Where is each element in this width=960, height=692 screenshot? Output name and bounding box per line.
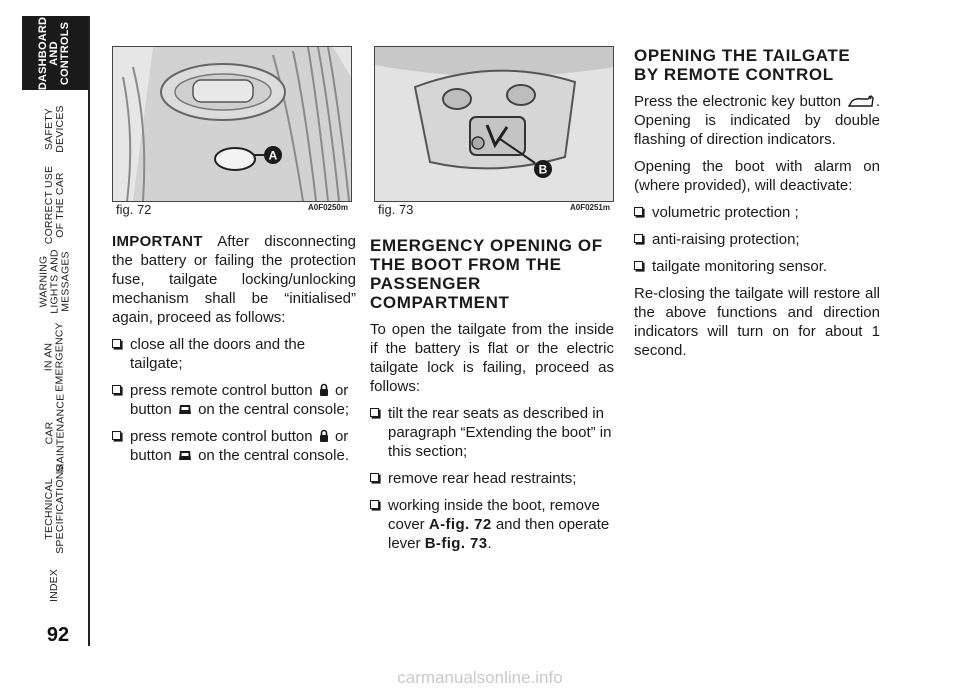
emergency-item: [370, 496, 614, 553]
remote-heading: OPENING THE TAILGATE BY REMOTE CONTROL: [634, 46, 851, 84]
chapter-tab[interactable]: [22, 92, 90, 166]
paragraph-text: . Opening is indicated by double flashing of direction indicators.: [634, 93, 881, 148]
important-item: [112, 427, 356, 465]
figure-73: [374, 46, 614, 220]
item-text: close all the doors and the tailgate;: [130, 336, 306, 372]
chapter-tab[interactable]: [22, 244, 90, 318]
item-text: or button: [130, 382, 349, 418]
chapter-tabs: [0, 16, 100, 616]
tailgate-icon: [178, 449, 192, 462]
checkbox-bullet-icon: [112, 431, 121, 440]
important-text: After disconnecting the battery or failing the protection fuse, tailgate locking/unlocking mechanism shall be “initialised” again, proceed as follows:: [112, 233, 357, 326]
chapter-tab-label: CAR MAINTENANCE: [43, 393, 66, 473]
important-item: [112, 381, 356, 419]
item-text: press remote control button: [130, 382, 313, 399]
item-text: and then operate lever: [388, 516, 610, 552]
checkbox-bullet-icon: [634, 234, 643, 243]
emergency-item: [370, 469, 614, 488]
emergency-heading: EMERGENCY OPENING OF THE BOOT FROM THE PASSENGER COMPARTMENT: [370, 236, 603, 312]
important-label: IMPORTANT: [112, 233, 203, 250]
figure-reference: B-fig. 73: [424, 535, 488, 552]
chapter-tab-label: WARNING LIGHTS AND MESSAGES: [37, 248, 72, 314]
padlock-icon: [319, 383, 329, 397]
chapter-tab-label: INDEX: [48, 568, 61, 602]
important-column: [112, 232, 356, 473]
chapter-tab-label: DASHBOARD AND CONTROLS: [37, 16, 72, 90]
remote-item: [634, 203, 880, 222]
chapter-tab-label: TECHNICAL SPECIFICATIONS: [43, 464, 67, 554]
item-text: or button: [130, 428, 349, 464]
figure-reference: A-fig. 72: [428, 516, 492, 533]
item-text: working inside the boot, remove cover: [388, 497, 600, 533]
important-paragraph: [112, 232, 356, 327]
figure-72-illustration: [112, 46, 352, 202]
remote-column: [634, 46, 880, 368]
tailgate-icon: [178, 403, 192, 416]
chapter-tab[interactable]: [22, 464, 90, 554]
item-text: on the central console;: [198, 401, 349, 418]
figure-73-illustration: [374, 46, 614, 202]
paragraph-text: Press the electronic key button: [634, 93, 842, 110]
remote-paragraph: Opening the boot with alarm on (where provided), will deactivate:: [634, 158, 880, 194]
page-number: 92: [46, 624, 70, 646]
checkbox-bullet-icon: [370, 500, 379, 509]
remote-paragraph: Re-closing the tailgate will restore all the above functions and direction indicators will turn on for about 1 second.: [634, 285, 880, 359]
item-text: remove rear head restraints;: [388, 470, 577, 487]
item-text: .: [487, 535, 492, 552]
chapter-tab[interactable]: [22, 393, 90, 473]
chapter-tab[interactable]: [22, 16, 90, 90]
important-item: [112, 335, 356, 373]
checkbox-bullet-icon: [634, 207, 643, 216]
callout-b: B: [538, 162, 548, 177]
item-text: tailgate monitoring sensor.: [652, 258, 828, 275]
remote-item: [634, 230, 880, 249]
checkbox-bullet-icon: [370, 408, 379, 417]
checkbox-bullet-icon: [112, 339, 121, 348]
item-text: tilt the rear seats as described in paragraph “Extending the boot” in this section;: [388, 405, 612, 460]
figure-72-code: A0F0250m: [307, 203, 348, 212]
checkbox-bullet-icon: [112, 385, 121, 394]
remote-item: [634, 257, 880, 276]
callout-a: A: [268, 148, 278, 163]
item-text: anti-raising protection;: [652, 231, 800, 248]
figure-73-code: A0F0251m: [569, 203, 610, 212]
padlock-icon: [319, 429, 329, 443]
watermark: carmanualsonline.info: [397, 668, 563, 687]
checkbox-bullet-icon: [370, 473, 379, 482]
item-text: press remote control button: [130, 428, 313, 445]
chapter-tab-label: CORRECT USE OF THE CAR: [43, 165, 66, 245]
emergency-item: [370, 404, 614, 461]
chapter-tab[interactable]: [22, 320, 90, 394]
figure-73-caption: fig. 73: [378, 202, 414, 217]
chapter-tab[interactable]: [22, 548, 90, 622]
car-tailgate-icon: [848, 95, 874, 108]
figure-72-caption: fig. 72: [116, 202, 152, 217]
item-text: volumetric protection ;: [652, 204, 799, 221]
emergency-column: [370, 236, 614, 561]
item-text: on the central console.: [198, 447, 349, 464]
emergency-intro: To open the tailgate from the inside if the battery is flat or the electric tailgate lock is failing, proceed as follows:: [370, 321, 614, 395]
chapter-tab[interactable]: [22, 165, 90, 245]
remote-paragraph: [634, 92, 880, 149]
chapter-tab-label: IN AN EMERGENCY: [43, 322, 67, 392]
checkbox-bullet-icon: [634, 261, 643, 270]
figure-72: [112, 46, 352, 220]
chapter-tab-label: SAFETY DEVICES: [43, 105, 66, 153]
